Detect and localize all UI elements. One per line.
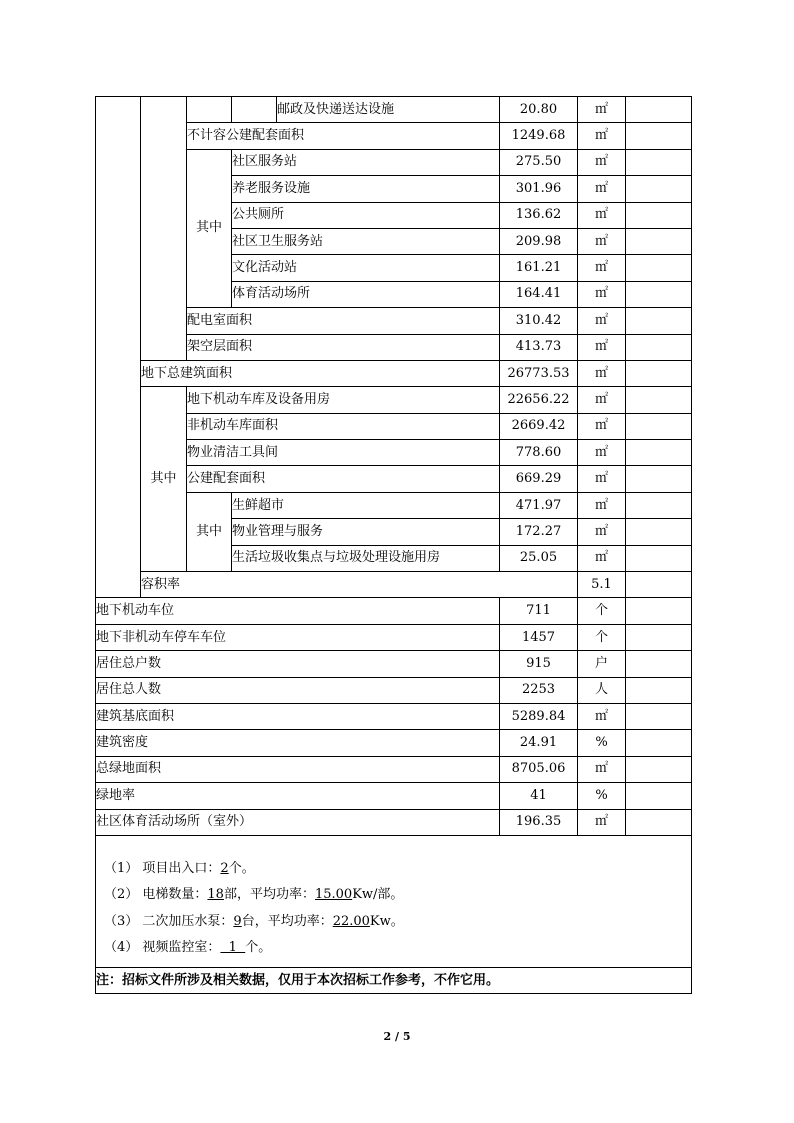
item-unit: ㎡ xyxy=(578,176,626,202)
item-value: 172.27 xyxy=(500,519,578,545)
table-row xyxy=(96,809,692,835)
blank-cell xyxy=(96,97,141,598)
remark-cell xyxy=(626,519,692,545)
item-value: 5289.84 xyxy=(500,703,578,729)
item-unit: ㎡ xyxy=(578,149,626,175)
item-value: 301.96 xyxy=(500,176,578,202)
item-value: 778.60 xyxy=(500,440,578,466)
remark-cell xyxy=(626,756,692,782)
note-text: Kw/部。 xyxy=(352,887,404,903)
item-unit: 人 xyxy=(578,677,626,703)
item-unit: ㎡ xyxy=(578,97,626,123)
item-name: 公建配套面积 xyxy=(187,466,500,492)
remark-cell xyxy=(626,255,692,281)
item-name: 配电室面积 xyxy=(187,308,500,334)
footnote: 注：招标文件所涉及相关数据，仅用于本次招标工作参考，不作它用。 xyxy=(96,967,692,993)
item-value: 1249.68 xyxy=(500,123,578,149)
item-name: 养老服务设施 xyxy=(232,176,500,202)
item-value: 471.97 xyxy=(500,492,578,518)
item-unit: ㎡ xyxy=(578,809,626,835)
remark-cell xyxy=(626,281,692,307)
table-row xyxy=(96,598,692,624)
table-row xyxy=(96,97,692,123)
item-unit: ㎡ xyxy=(578,519,626,545)
item-value: 310.42 xyxy=(500,308,578,334)
note-text: （1） 项目出入口： xyxy=(104,860,221,876)
item-name: 社区卫生服务站 xyxy=(232,228,500,254)
item-unit: ㎡ xyxy=(578,545,626,571)
item-name: 总绿地面积 xyxy=(96,756,500,782)
item-value: 8705.06 xyxy=(500,756,578,782)
note-text: 个。 xyxy=(245,940,272,956)
item-value: 41 xyxy=(500,783,578,809)
item-value: 413.73 xyxy=(500,334,578,360)
item-value: 1457 xyxy=(500,624,578,650)
remark-cell xyxy=(626,308,692,334)
note-text: （4） 视频监控室： xyxy=(104,940,221,956)
table-row xyxy=(96,572,692,598)
item-value: 164.41 xyxy=(500,281,578,307)
notes-list xyxy=(96,836,691,967)
item-name: 社区体育活动场所（室外） xyxy=(96,809,500,835)
item-value: 22656.22 xyxy=(500,387,578,413)
item-value: 25.05 xyxy=(500,545,578,571)
remark-cell xyxy=(626,809,692,835)
item-unit: ㎡ xyxy=(578,123,626,149)
item-name: 社区服务站 xyxy=(232,149,500,175)
remark-cell xyxy=(626,545,692,571)
item-unit: ㎡ xyxy=(578,255,626,281)
item-unit: ㎡ xyxy=(578,334,626,360)
item-name: 地下机动车库及设备用房 xyxy=(187,387,500,413)
item-name: 文化活动站 xyxy=(232,255,500,281)
blank-cell xyxy=(141,97,187,361)
remark-cell xyxy=(626,123,692,149)
remark-cell xyxy=(626,492,692,518)
item-value: 2669.42 xyxy=(500,413,578,439)
item-name: 物业管理与服务 xyxy=(232,519,500,545)
blank-cell xyxy=(232,97,277,123)
item-value: 24.91 xyxy=(500,730,578,756)
item-unit: ㎡ xyxy=(578,466,626,492)
remark-cell xyxy=(626,97,692,123)
table-row xyxy=(96,360,692,386)
item-name: 不计容公建配套面积 xyxy=(187,123,500,149)
item-value: 711 xyxy=(500,598,578,624)
table-row xyxy=(96,651,692,677)
table-row xyxy=(96,730,692,756)
item-name: 容积率 xyxy=(141,572,578,598)
item-unit: ㎡ xyxy=(578,202,626,228)
remark-cell xyxy=(626,176,692,202)
item-unit: ㎡ xyxy=(578,360,626,386)
blank-cell xyxy=(187,97,232,123)
remark-cell xyxy=(626,228,692,254)
note-pumps xyxy=(104,914,691,941)
note-text: （3） 二次加压水泵： xyxy=(104,913,234,929)
item-name: 邮政及快递送达设施 xyxy=(277,97,500,123)
item-name: 地下机动车位 xyxy=(96,598,500,624)
note-text: 个。 xyxy=(228,860,255,876)
indicator-table xyxy=(95,96,692,994)
item-unit: 户 xyxy=(578,651,626,677)
note-text: 台，平均功率： xyxy=(241,913,333,929)
note-monitoring xyxy=(104,940,691,967)
remark-cell xyxy=(626,598,692,624)
item-unit: ㎡ xyxy=(578,703,626,729)
remark-cell xyxy=(626,703,692,729)
qizhong-label: 其中 xyxy=(187,149,232,307)
item-name: 生鲜超市 xyxy=(232,492,500,518)
item-name: 生活垃圾收集点与垃圾处理设施用房 xyxy=(232,545,500,571)
item-name: 地下非机动车停车车位 xyxy=(96,624,500,650)
item-name: 体育活动场所 xyxy=(232,281,500,307)
item-name: 地下总建筑面积 xyxy=(141,360,500,386)
item-unit xyxy=(626,572,692,598)
note-entrances xyxy=(104,861,691,888)
remark-cell xyxy=(626,387,692,413)
item-value: 275.50 xyxy=(500,149,578,175)
remark-cell xyxy=(626,624,692,650)
remark-cell xyxy=(626,202,692,228)
item-value: 196.35 xyxy=(500,809,578,835)
note-value: 15.00 xyxy=(314,887,353,903)
item-name: 居住总人数 xyxy=(96,677,500,703)
item-value: 26773.53 xyxy=(500,360,578,386)
item-unit: 个 xyxy=(578,624,626,650)
item-name: 架空层面积 xyxy=(187,334,500,360)
remark-cell xyxy=(626,651,692,677)
note-value: 1 xyxy=(220,940,246,956)
note-value: 22.00 xyxy=(332,913,370,929)
table-row xyxy=(96,677,692,703)
item-unit: ㎡ xyxy=(578,492,626,518)
footnote-row xyxy=(96,967,692,993)
item-unit: ㎡ xyxy=(578,281,626,307)
page-number: 2 / 5 xyxy=(383,1030,411,1043)
note-value: 2 xyxy=(220,860,229,876)
remark-cell xyxy=(626,149,692,175)
item-value: 5.1 xyxy=(578,572,626,598)
item-name: 绿地率 xyxy=(96,783,500,809)
item-name: 居住总户数 xyxy=(96,651,500,677)
qizhong-label: 其中 xyxy=(187,492,232,571)
item-name: 建筑密度 xyxy=(96,730,500,756)
item-value: 2253 xyxy=(500,677,578,703)
note-value: 9 xyxy=(233,913,242,929)
remark-cell xyxy=(626,440,692,466)
item-name: 非机动车库面积 xyxy=(187,413,500,439)
table-row xyxy=(96,703,692,729)
remark-cell xyxy=(626,730,692,756)
item-unit: ㎡ xyxy=(578,413,626,439)
item-name: 建筑基底面积 xyxy=(96,703,500,729)
item-unit: ㎡ xyxy=(578,387,626,413)
table-row xyxy=(96,387,692,413)
table-row xyxy=(96,756,692,782)
remark-cell xyxy=(626,334,692,360)
item-value: 915 xyxy=(500,651,578,677)
item-name: 物业清洁工具间 xyxy=(187,440,500,466)
remark-cell xyxy=(626,466,692,492)
remark-cell xyxy=(626,783,692,809)
item-value: 136.62 xyxy=(500,202,578,228)
item-value: 209.98 xyxy=(500,228,578,254)
item-value: 669.29 xyxy=(500,466,578,492)
item-value: 20.80 xyxy=(500,97,578,123)
table-row xyxy=(96,624,692,650)
note-text: Kw。 xyxy=(369,913,404,929)
remark-cell xyxy=(626,360,692,386)
item-unit: ㎡ xyxy=(578,308,626,334)
notes-cell xyxy=(96,835,692,967)
remark-cell xyxy=(626,413,692,439)
item-unit: ㎡ xyxy=(578,440,626,466)
item-name: 公共厕所 xyxy=(232,202,500,228)
note-elevators xyxy=(104,887,691,914)
item-unit: % xyxy=(578,783,626,809)
note-value: 18 xyxy=(207,887,224,903)
item-unit: ㎡ xyxy=(578,228,626,254)
note-text: （2） 电梯数量： xyxy=(104,887,208,903)
item-unit: 个 xyxy=(578,598,626,624)
qizhong-label: 其中 xyxy=(141,387,187,572)
table-row xyxy=(96,783,692,809)
item-unit: ㎡ xyxy=(578,756,626,782)
item-unit: % xyxy=(578,730,626,756)
notes-row xyxy=(96,835,692,967)
note-text: 部，平均功率： xyxy=(223,887,315,903)
item-value: 161.21 xyxy=(500,255,578,281)
remark-cell xyxy=(626,677,692,703)
